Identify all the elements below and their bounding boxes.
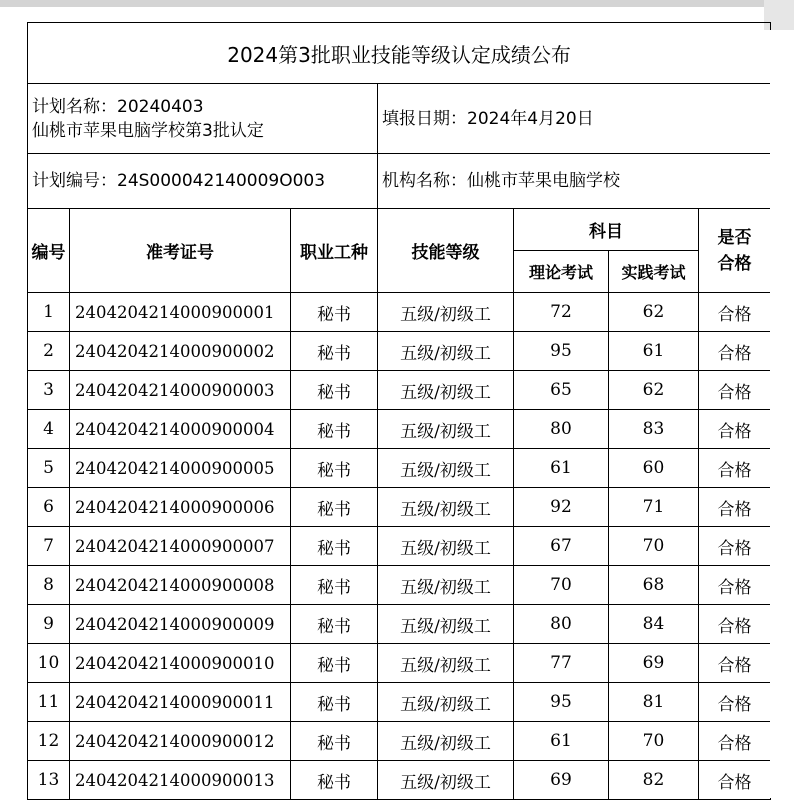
row-practice: 71 bbox=[609, 488, 699, 527]
header-pass-line2: 合格 bbox=[717, 253, 752, 274]
row-level: 五级/初级工 bbox=[378, 449, 514, 488]
row-exam-id: 2404204214000900013 bbox=[70, 761, 291, 800]
row-result: 合格 bbox=[699, 605, 771, 644]
plan-number: 计划编号：24S000042140009O003 bbox=[28, 154, 378, 209]
header-pass bbox=[699, 209, 771, 293]
results-table bbox=[27, 22, 771, 800]
row-practice: 62 bbox=[609, 371, 699, 410]
row-result: 合格 bbox=[699, 410, 771, 449]
row-level: 五级/初级工 bbox=[378, 293, 514, 332]
row-result: 合格 bbox=[699, 527, 771, 566]
page-margin bbox=[770, 30, 794, 798]
header-level: 技能等级 bbox=[378, 209, 514, 293]
plan-name: 计划名称：20240403 bbox=[32, 96, 204, 117]
row-exam-id: 2404204214000900010 bbox=[70, 644, 291, 683]
row-no: 6 bbox=[28, 488, 70, 527]
row-theory: 92 bbox=[514, 488, 609, 527]
row-theory: 77 bbox=[514, 644, 609, 683]
row-level: 五级/初级工 bbox=[378, 488, 514, 527]
row-exam-id: 2404204214000900012 bbox=[70, 722, 291, 761]
row-no: 7 bbox=[28, 527, 70, 566]
row-exam-id: 2404204214000900006 bbox=[70, 488, 291, 527]
header-subjects: 科目 bbox=[514, 209, 699, 251]
row-level: 五级/初级工 bbox=[378, 644, 514, 683]
row-exam-id: 2404204214000900009 bbox=[70, 605, 291, 644]
row-no: 5 bbox=[28, 449, 70, 488]
row-no: 4 bbox=[28, 410, 70, 449]
row-theory: 95 bbox=[514, 683, 609, 722]
row-result: 合格 bbox=[699, 371, 771, 410]
row-result: 合格 bbox=[699, 449, 771, 488]
row-level: 五级/初级工 bbox=[378, 371, 514, 410]
row-no: 2 bbox=[28, 332, 70, 371]
row-practice: 70 bbox=[609, 527, 699, 566]
row-occupation: 秘书 bbox=[291, 683, 378, 722]
row-practice: 61 bbox=[609, 332, 699, 371]
row-occupation: 秘书 bbox=[291, 605, 378, 644]
row-occupation: 秘书 bbox=[291, 722, 378, 761]
row-occupation: 秘书 bbox=[291, 293, 378, 332]
header-exam-id: 准考证号 bbox=[70, 209, 291, 293]
row-occupation: 秘书 bbox=[291, 761, 378, 800]
row-theory: 61 bbox=[514, 722, 609, 761]
table-row bbox=[28, 371, 771, 410]
row-theory: 95 bbox=[514, 332, 609, 371]
row-no: 9 bbox=[28, 605, 70, 644]
row-result: 合格 bbox=[699, 722, 771, 761]
row-occupation: 秘书 bbox=[291, 488, 378, 527]
row-practice: 70 bbox=[609, 722, 699, 761]
row-level: 五级/初级工 bbox=[378, 605, 514, 644]
header-practice: 实践考试 bbox=[609, 251, 699, 293]
row-theory: 80 bbox=[514, 410, 609, 449]
row-exam-id: 2404204214000900005 bbox=[70, 449, 291, 488]
table-row bbox=[28, 761, 771, 800]
row-no: 11 bbox=[28, 683, 70, 722]
table-row bbox=[28, 410, 771, 449]
row-occupation: 秘书 bbox=[291, 410, 378, 449]
row-level: 五级/初级工 bbox=[378, 683, 514, 722]
row-level: 五级/初级工 bbox=[378, 566, 514, 605]
row-occupation: 秘书 bbox=[291, 527, 378, 566]
header-occupation: 职业工种 bbox=[291, 209, 378, 293]
org-name: 机构名称：仙桃市苹果电脑学校 bbox=[378, 154, 771, 209]
row-practice: 60 bbox=[609, 449, 699, 488]
row-no: 12 bbox=[28, 722, 70, 761]
row-no: 8 bbox=[28, 566, 70, 605]
header-theory: 理论考试 bbox=[514, 251, 609, 293]
row-level: 五级/初级工 bbox=[378, 332, 514, 371]
row-exam-id: 2404204214000900004 bbox=[70, 410, 291, 449]
row-occupation: 秘书 bbox=[291, 644, 378, 683]
row-theory: 67 bbox=[514, 527, 609, 566]
row-occupation: 秘书 bbox=[291, 449, 378, 488]
table-row bbox=[28, 683, 771, 722]
row-result: 合格 bbox=[699, 566, 771, 605]
row-theory: 80 bbox=[514, 605, 609, 644]
row-result: 合格 bbox=[699, 644, 771, 683]
row-exam-id: 2404204214000900007 bbox=[70, 527, 291, 566]
row-occupation: 秘书 bbox=[291, 371, 378, 410]
row-result: 合格 bbox=[699, 293, 771, 332]
table-row bbox=[28, 644, 771, 683]
row-theory: 72 bbox=[514, 293, 609, 332]
row-level: 五级/初级工 bbox=[378, 722, 514, 761]
window-top-bar bbox=[0, 0, 794, 7]
row-occupation: 秘书 bbox=[291, 566, 378, 605]
row-no: 1 bbox=[28, 293, 70, 332]
table-row bbox=[28, 566, 771, 605]
header-pass-line1: 是否 bbox=[717, 227, 752, 248]
row-theory: 69 bbox=[514, 761, 609, 800]
table-row bbox=[28, 293, 771, 332]
row-practice: 68 bbox=[609, 566, 699, 605]
row-exam-id: 2404204214000900003 bbox=[70, 371, 291, 410]
row-level: 五级/初级工 bbox=[378, 410, 514, 449]
row-no: 3 bbox=[28, 371, 70, 410]
table-row bbox=[28, 527, 771, 566]
table-row bbox=[28, 449, 771, 488]
row-practice: 62 bbox=[609, 293, 699, 332]
row-exam-id: 2404204214000900011 bbox=[70, 683, 291, 722]
row-theory: 61 bbox=[514, 449, 609, 488]
row-level: 五级/初级工 bbox=[378, 527, 514, 566]
row-result: 合格 bbox=[699, 332, 771, 371]
row-exam-id: 2404204214000900008 bbox=[70, 566, 291, 605]
row-practice: 84 bbox=[609, 605, 699, 644]
header-no: 编号 bbox=[28, 209, 70, 293]
table-row bbox=[28, 488, 771, 527]
row-theory: 65 bbox=[514, 371, 609, 410]
row-result: 合格 bbox=[699, 488, 771, 527]
page-title: 2024第3批职业技能等级认定成绩公布 bbox=[28, 23, 771, 84]
fill-date: 填报日期：2024年4月20日 bbox=[378, 84, 771, 154]
table-row bbox=[28, 605, 771, 644]
row-theory: 70 bbox=[514, 566, 609, 605]
table-row bbox=[28, 332, 771, 371]
row-exam-id: 2404204214000900002 bbox=[70, 332, 291, 371]
row-practice: 82 bbox=[609, 761, 699, 800]
row-occupation: 秘书 bbox=[291, 332, 378, 371]
row-no: 13 bbox=[28, 761, 70, 800]
row-result: 合格 bbox=[699, 761, 771, 800]
table-row bbox=[28, 722, 771, 761]
plan-name-line2: 仙桃市苹果电脑学校第3批认定 bbox=[32, 120, 264, 141]
row-no: 10 bbox=[28, 644, 70, 683]
row-level: 五级/初级工 bbox=[378, 761, 514, 800]
plan-name-cell bbox=[28, 84, 378, 154]
row-practice: 69 bbox=[609, 644, 699, 683]
row-practice: 83 bbox=[609, 410, 699, 449]
row-result: 合格 bbox=[699, 683, 771, 722]
row-exam-id: 2404204214000900001 bbox=[70, 293, 291, 332]
row-practice: 81 bbox=[609, 683, 699, 722]
